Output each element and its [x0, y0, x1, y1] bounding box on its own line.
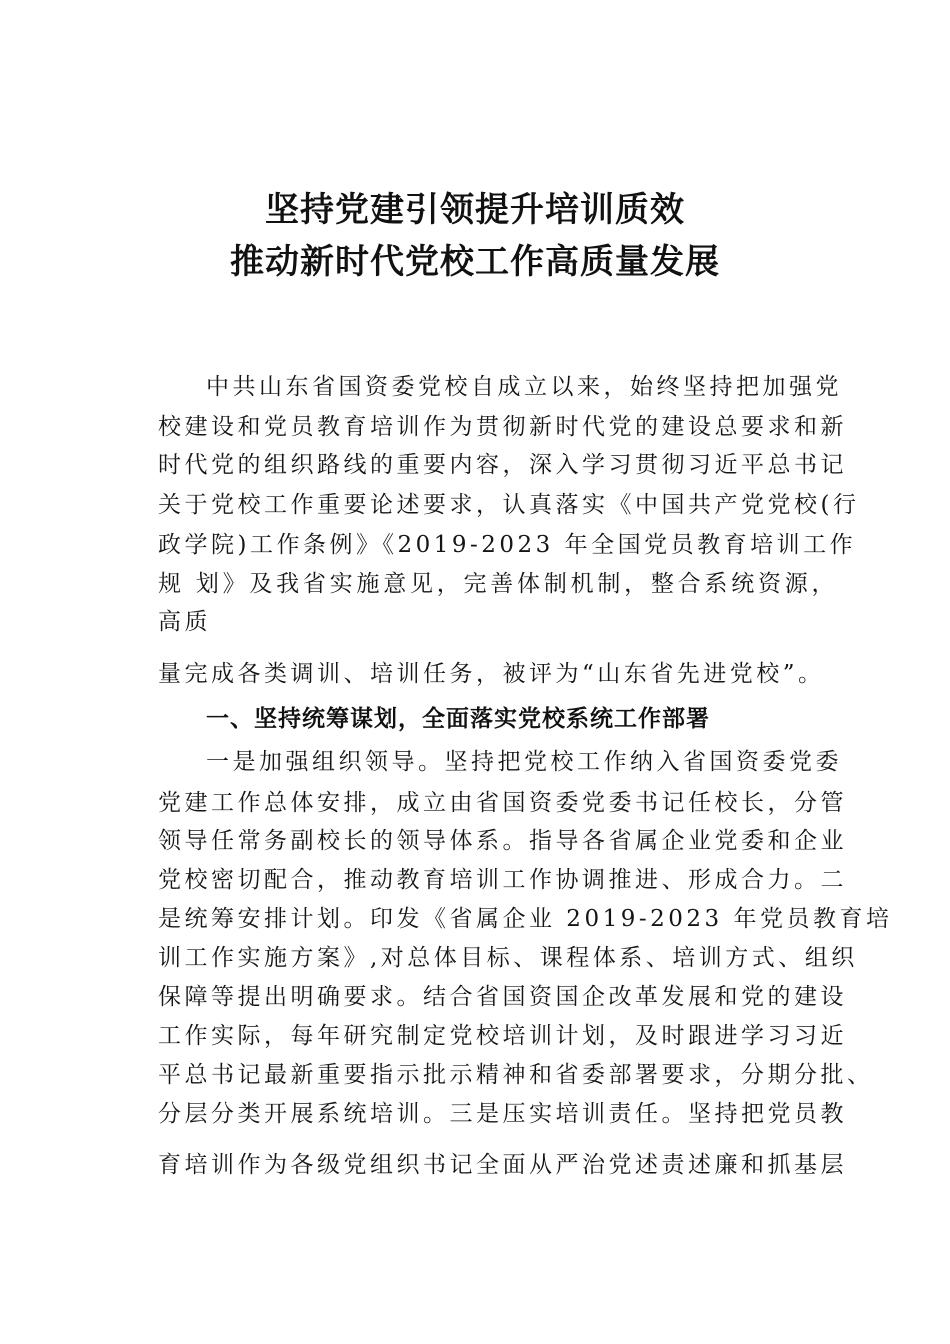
paragraph-1-line-7: 高质	[158, 609, 211, 635]
paragraph-2-line-11: 育培训作为各级党组织书记全面从严治党述责述廉和抓基层	[158, 1152, 847, 1178]
paragraph-2-line-6: 训工作实施方案》,对总体目标、课程体系、培训方式、组织	[158, 945, 858, 971]
paragraph-2-line-7: 保障等提出明确要求。结合省国资国企改革发展和党的建设	[158, 984, 847, 1010]
paragraph-2-line-3: 领导任常务副校长的领导体系。指导各省属企业党委和企业	[158, 828, 847, 854]
paragraph-2-line-10: 分层分类开展系统培训。三是压实培训责任。坚持把党员教	[158, 1101, 847, 1127]
paragraph-2-line-8: 工作实际，每年研究制定党校培训计划，及时跟进学习习近	[158, 1023, 847, 1049]
paragraph-1-line-3: 时代党的组织路线的重要内容，深入学习贯彻习近平总书记	[158, 452, 847, 478]
paragraph-1-line-8: 量完成各类调训、培训任务，被评为“山东省先进党校”。	[158, 661, 825, 687]
document-title-line-2: 推动新时代党校工作高质量发展	[230, 242, 720, 282]
section-1-heading: 一、坚持统筹谋划，全面落实党校系统工作部署	[206, 706, 710, 732]
paragraph-2-line-9: 平总书记最新重要指示批示精神和省委部署要求，分期分批、	[158, 1062, 874, 1088]
paragraph-1-line-1: 中共山东省国资委党校自成立以来，始终坚持把加强党	[206, 374, 842, 400]
paragraph-2-line-2: 党建工作总体安排，成立由省国资委党委书记任校长，分管	[158, 790, 847, 816]
paragraph-1-line-2: 校建设和党员教育培训作为贯彻新时代党的建设总要求和新	[158, 414, 847, 440]
paragraph-1-line-5: 政学院)工作条例》《2019-2023 年全国党员教育培训工作	[158, 532, 857, 558]
paragraph-1-line-4: 关于党校工作重要论述要求，认真落实《中国共产党党校(行	[158, 492, 860, 518]
paragraph-2-line-4: 党校密切配合，推动教育培训工作协调推进、形成合力。二	[158, 867, 847, 893]
paragraph-2-line-1: 一是加强组织领导。坚持把党校工作纳入省国资委党委	[206, 749, 842, 775]
paragraph-1-line-6: 规 划》及我省实施意见，完善体制机制，整合系统资源，	[158, 571, 838, 597]
document-title-line-1: 坚持党建引领提升培训质效	[265, 190, 685, 230]
paragraph-2-line-5: 是统筹安排计划。印发《省属企业 2019-2023 年党员教育培	[158, 906, 893, 932]
